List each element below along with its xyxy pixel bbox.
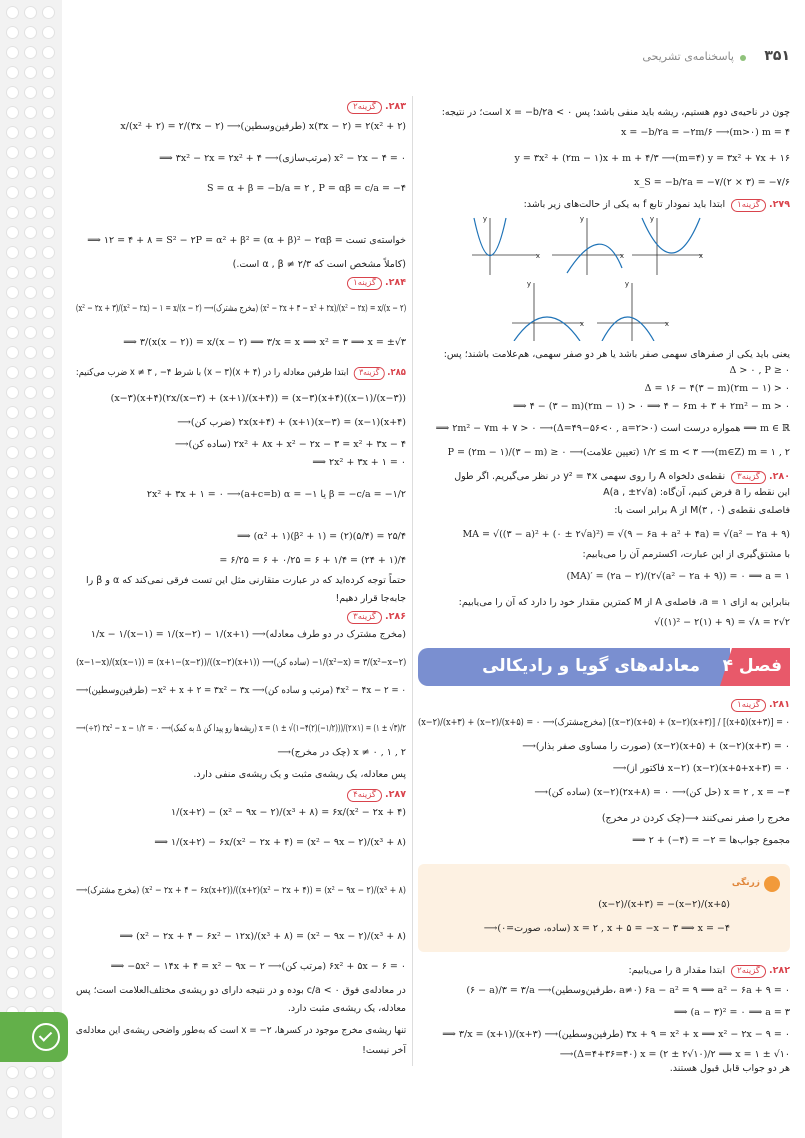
equation: ⟹ ۳/x = (x+۱)/(x+۳) ⟶(طرفین‌وسطین) ۳x + ۹ = x² + x ⟹ x² − ۲x − ۹ = ۰ xyxy=(442,1029,790,1040)
axis-label-x: x xyxy=(698,252,703,260)
axis-label-y: y xyxy=(526,280,531,288)
equation: (x−۳)(x+۴)(۲x/(x−۳) + (x+۱)/(x+۴)) = (x−۳)(x+۴)((x−۱)/(x−۳)) xyxy=(110,393,406,404)
text-line: معادله، یک ریشه‌ی مثبت دارد. xyxy=(287,1003,406,1014)
equation: y = ۳x² + (۲m − ۱)x + m + ۴/۳ ⟶(m=۴) y = ۳x² + ۷x + ۱۶ xyxy=(514,153,790,164)
margin-dot xyxy=(42,506,55,519)
margin-dot xyxy=(42,466,55,479)
margin-dot xyxy=(6,86,19,99)
answer-badge: گزینه۱ xyxy=(347,277,382,290)
equation: (x−۱−x)/(x(x−۱)) = (x+۱−(x−۲))/((x−۲)(x+۱)) ⟶(ساده کن) −۱/(x²−x) = ۳/(x²−x−۲) xyxy=(75,657,406,668)
margin-dot xyxy=(42,866,55,879)
equation: ⟶(ساده، صورت=۰) x = ۲ , x + ۵ = −x − ۳ ⟹ x = −۴ xyxy=(483,923,730,934)
answer-badge: گزینه۴ xyxy=(347,789,382,802)
margin-dot xyxy=(6,186,19,199)
question-number: ۲۸۳. xyxy=(384,101,406,112)
margin-dot xyxy=(24,26,37,39)
answer-badge: گزینه۳ xyxy=(347,611,382,624)
margin-dot xyxy=(42,906,55,919)
margin-dot xyxy=(6,266,19,279)
margin-dot xyxy=(42,6,55,19)
margin-dot xyxy=(6,446,19,459)
margin-dot xyxy=(42,706,55,719)
margin-dot xyxy=(42,46,55,59)
question-number: ۲۸۰. xyxy=(768,471,790,482)
margin-dot xyxy=(42,626,55,639)
equation: ⟶(ساده کن) ۲x² + ۸x + x² − ۲x − ۳ = x² + ۳x − ۴ xyxy=(174,439,406,450)
margin-dot xyxy=(6,766,19,779)
margin-dot xyxy=(6,286,19,299)
margin-dot xyxy=(24,966,37,979)
text-line: پس معادله، یک ریشه‌ی مثبت و یک ریشه‌ی منفی دارد. xyxy=(193,769,406,780)
margin-dot xyxy=(24,146,37,159)
margin-dot xyxy=(24,766,37,779)
margin-dot xyxy=(24,186,37,199)
text-line: آخر نیست! xyxy=(362,1045,406,1056)
tip-box xyxy=(418,864,790,952)
column-divider xyxy=(412,96,413,1066)
question-284 xyxy=(344,276,406,290)
margin-dot xyxy=(24,926,37,939)
margin-dot xyxy=(6,906,19,919)
question-286 xyxy=(344,610,406,624)
text-line: تنها ریشه‌ی مخرج موجود در کسرها، x = −۲ است که به‌طور واضحی ریشه‌ی این معادله‌ی xyxy=(75,1025,406,1036)
equation: (x² − ۲x + ۳)/(x² − ۲x) − ۱ = x/(x − ۲) ⟶(مخرج مشترک) (x² − ۲x + ۳ − x² + ۲x)/(x² − ۲x) = x/(x − ۲) xyxy=(75,303,406,314)
answer-badge: گزینه۲ xyxy=(347,101,382,114)
equation: ⟹ ۲x² + ۳x + ۱ = ۰ xyxy=(312,457,406,468)
page-header xyxy=(70,48,790,76)
check-tab[interactable] xyxy=(0,1012,68,1062)
margin-dot xyxy=(24,646,37,659)
question-number: ۲۸۶. xyxy=(384,611,406,622)
margin-dot xyxy=(42,406,55,419)
text-line: یعنی باید یکی از صفرهای سهمی صفر باشد یا هر دو صفر سهمی، هم‌علامت باشند؛ پس: xyxy=(443,349,790,360)
equation: (x−۲)/(x+۳) + (x−۲)/(x+۵) = ۰ ⟶(مخرج‌مشترک) [(x−۲)(x+۵) + (x−۲)(x+۳)] / [(x+۵)(x+۳)] = ۰ xyxy=(418,717,790,728)
tip-label: زرنگی xyxy=(731,878,760,888)
margin-dot xyxy=(42,986,55,999)
margin-dot xyxy=(42,226,55,239)
chapter-number: فصل ۴ xyxy=(722,656,782,676)
margin-dot xyxy=(24,1106,37,1119)
margin-dot xyxy=(42,686,55,699)
margin-dot xyxy=(6,46,19,59)
margin-dot xyxy=(42,346,55,359)
equation: ⟹ (α² + ۱)(β² + ۱) = (۲)(۵/۴) = ۲۵/۴ xyxy=(236,531,406,542)
margin-dot xyxy=(42,1106,55,1119)
axis-label-y: y xyxy=(624,280,629,288)
axis-label-x: x xyxy=(579,320,584,328)
margin-dot xyxy=(42,206,55,219)
margin-dot xyxy=(24,786,37,799)
equation: P = (۲m − ۱)/(۳ − m) ≥ ۰ ⟶(تعیین علامت) ۱/۲ ≤ m < ۳ ⟶(m∈Z) m = ۱ , ۲ xyxy=(447,447,790,458)
question-287 xyxy=(344,788,406,802)
question-281 xyxy=(728,698,790,712)
margin-dot xyxy=(24,886,37,899)
axis-label-x: x xyxy=(664,320,669,328)
margin-dot xyxy=(6,486,19,499)
equation: ⟶(ساده کن) (x−۲)(۲x+۸) = ۰ ⟶(حل کن) x = ۲ , x = −۴ xyxy=(534,787,790,798)
margin-dot xyxy=(24,426,37,439)
equation: ⟶(ضرب کن) ۲x(x+۴) + (x+۱)(x−۳) = (x−۱)(x+۴) xyxy=(177,417,406,428)
margin-dot xyxy=(24,626,37,639)
margin-dot xyxy=(42,246,55,259)
margin-dot xyxy=(6,146,19,159)
axis-label-y: y xyxy=(649,215,654,223)
margin-dot xyxy=(24,126,37,139)
text-line: جابه‌جا قرار دهیم! xyxy=(335,593,406,604)
margin-dot xyxy=(6,686,19,699)
margin-dot xyxy=(6,806,19,819)
margin-dot xyxy=(6,1086,19,1099)
margin-dot xyxy=(6,566,19,579)
margin-dot xyxy=(24,1066,37,1079)
equation: ⟹ ۲m² − ۷m + ۷ > ۰ ⟶(Δ=۴۹−۵۶<۰ , a=۲>۰) همواره درست است ⟹ m ∈ ℝ xyxy=(435,423,790,434)
margin-dot xyxy=(24,446,37,459)
equation: (MA)′ = (۲a − ۲)/(۲√(a² − ۲a + ۹)) = ۰ ⟹ a = ۱ xyxy=(566,571,790,582)
question-282 xyxy=(628,964,790,978)
margin-dot xyxy=(42,366,55,379)
margin-dot xyxy=(24,506,37,519)
axis-label-y: y xyxy=(579,215,584,223)
margin-dot xyxy=(24,846,37,859)
header-dot-icon xyxy=(740,55,746,61)
margin-dot xyxy=(42,666,55,679)
margin-dot xyxy=(24,866,37,879)
margin-dot xyxy=(24,206,37,219)
equation: x_S = −b/۲a = −۷/(۲ × ۳) = −۷/۶ xyxy=(634,177,790,188)
margin-dot xyxy=(42,386,55,399)
margin-dot xyxy=(24,346,37,359)
equation: ⟹ ۲ + (−۴) = −۲ = مجموع جواب‌ها xyxy=(632,835,790,846)
question-number: ۲۸۴. xyxy=(384,277,406,288)
smile-icon xyxy=(764,876,780,892)
margin-dot xyxy=(6,726,19,739)
equation: √((۱)² − ۲(۱) + ۹) = √۸ = ۲√۲ xyxy=(654,617,790,628)
margin-dot xyxy=(6,846,19,859)
margin-dot xyxy=(42,786,55,799)
question-280 xyxy=(454,470,790,484)
equation: ⟹ (a − ۳)² = ۰ ⟹ a = ۳ xyxy=(673,1007,790,1018)
margin-dot xyxy=(24,666,37,679)
margin-dot xyxy=(24,46,37,59)
margin-dot xyxy=(24,326,37,339)
margin-dot xyxy=(6,406,19,419)
answer-badge: گزینه۲ xyxy=(731,965,766,978)
margin-dot xyxy=(6,666,19,679)
margin-dot xyxy=(6,346,19,359)
margin-dot xyxy=(42,486,55,499)
margin-dot xyxy=(42,646,55,659)
margin-dot xyxy=(6,886,19,899)
margin-dot xyxy=(42,306,55,319)
margin-dot xyxy=(6,646,19,659)
margin-dot xyxy=(6,1106,19,1119)
margin-dot xyxy=(6,126,19,139)
margin-dot xyxy=(42,26,55,39)
margin-dot xyxy=(42,746,55,759)
text-line: در معادله‌ی فوق ۰ > c/a بوده و در نتیجه دارای دو ریشه‌ی مختلف‌العلامت است؛ پس xyxy=(76,985,406,996)
text-line: حتماً توجه کرده‌اید که در عبارت متقارنی مثل این تست فرقی نمی‌کند که α و β را xyxy=(86,575,406,586)
margin-dot xyxy=(42,526,55,539)
margin-dot xyxy=(42,566,55,579)
margin-dot xyxy=(6,306,19,319)
margin-dot xyxy=(42,146,55,159)
margin-dot xyxy=(24,746,37,759)
page-number: ۳۵۱ xyxy=(764,48,790,64)
margin-dot xyxy=(24,906,37,919)
axis-label-x: x xyxy=(619,252,624,260)
equation: S = α + β = −b/a = ۲ , P = αβ = c/a = −۴ xyxy=(206,183,406,194)
margin-dot xyxy=(6,826,19,839)
margin-dot xyxy=(24,366,37,379)
question-text: ابتدا مقدار a را می‌یابیم: xyxy=(628,965,726,976)
margin-dot xyxy=(42,766,55,779)
margin-dot xyxy=(6,326,19,339)
margin-dot xyxy=(24,986,37,999)
equation: ۱/x − ۱/(x−۱) = ۱/(x−۲) − ۱/(x+۱) ⟶(مخرج مشترک در دو طرف معادله) xyxy=(90,629,406,640)
margin-dot xyxy=(24,166,37,179)
check-circle-icon xyxy=(32,1023,60,1051)
chapter-title: معادله‌های گویا و رادیکالی xyxy=(482,656,700,676)
equation: ⟹ ۴ − (۳ − m)(۲m − ۱) > ۰ ⟹ ۴ − ۶m + ۳ + ۲m² − m > ۰ xyxy=(513,401,790,412)
question-text: نقطه‌ی دلخواه A را روی سهمی y² = ۴x در نظر می‌گیریم. اگر طول xyxy=(454,471,726,482)
margin-dot xyxy=(24,286,37,299)
margin-dot xyxy=(42,926,55,939)
margin-dot xyxy=(6,106,19,119)
axis-label-x: x xyxy=(535,252,540,260)
equation: ⟹ (x² − ۲x + ۴ − ۶x² − ۱۲x)/(x³ + ۸) = (x² − ۹x − ۲)/(x³ + ۸) xyxy=(119,931,406,942)
equation: ⟶(Δ=۴+۳۶=۴۰) x = (۲ ± ۲√۱۰)/۲ ⟹ x = ۱ ± √۱۰ xyxy=(559,1049,790,1060)
margin-dot xyxy=(6,506,19,519)
question-285 xyxy=(76,366,406,380)
text-line: (کاملاً مشخص است که α , β ≠ ۲/۳ است.) xyxy=(232,259,406,270)
margin-dot xyxy=(42,286,55,299)
margin-dot xyxy=(24,486,37,499)
margin-dot xyxy=(6,966,19,979)
equation: ⟹ −۵x² − ۱۴x + ۴ = x² − ۹x − ۲ ⟶(مرتب کن) ۶x² + ۵x − ۶ = ۰ xyxy=(110,961,406,972)
margin-dot xyxy=(6,426,19,439)
margin-dot xyxy=(6,926,19,939)
text-line: بنابراین به ازای a = ۱، فاصله‌ی A از M کمترین مقدار خود را دارد که آن را می‌یابیم: xyxy=(458,597,790,608)
margin-dot xyxy=(6,626,19,639)
answer-badge: گزینه۳ xyxy=(731,471,766,484)
equation: (x−۲)/(x+۳) = −(x−۲)/(x+۵) xyxy=(598,899,730,910)
equation: ۱/(x+۲) − (x² − ۹x − ۲)/(x³ + ۸) = ۶x/(x² − ۲x + ۴) xyxy=(171,807,406,818)
margin-dot xyxy=(6,1066,19,1079)
margin-dot xyxy=(24,386,37,399)
margin-dot xyxy=(42,426,55,439)
margin-dot xyxy=(6,226,19,239)
margin-dot xyxy=(6,386,19,399)
margin-dot xyxy=(6,606,19,619)
equation: ⟶(مخرج مشترک) (x² − ۲x + ۴ − ۶x(x+۲))/((x+۲)(x² − ۲x + ۴)) = (x² − ۹x − ۲)/(x³ + ۸) xyxy=(76,885,406,896)
margin-dot xyxy=(6,6,19,19)
margin-dot xyxy=(42,846,55,859)
margin-dot xyxy=(6,26,19,39)
margin-dot xyxy=(6,246,19,259)
answer-badge: گزینه۱ xyxy=(731,199,766,212)
margin-dot xyxy=(24,706,37,719)
text-line: چون در ناحیه‌ی دوم هستیم، ریشه باید منفی باشد؛ پس ۰ > x = −b/۲a است؛ در نتیجه: xyxy=(441,107,790,118)
margin-dot xyxy=(6,986,19,999)
margin-dot xyxy=(42,1086,55,1099)
left-column xyxy=(76,96,406,1066)
margin-dot xyxy=(42,946,55,959)
margin-dot xyxy=(24,306,37,319)
axis-label-y: y xyxy=(482,215,487,223)
margin-dot xyxy=(24,106,37,119)
margin-dot xyxy=(24,406,37,419)
question-number: ۲۷۹. xyxy=(768,199,790,210)
margin-dot xyxy=(24,466,37,479)
margin-dot xyxy=(42,1066,55,1079)
margin-dot xyxy=(24,246,37,259)
margin-dot xyxy=(6,706,19,719)
margin-dot xyxy=(6,586,19,599)
equation: ⟹ ۱۲ = ۴ + ۸ = S² − ۲P = α² + β² = (α + β)² − ۲αβ = خواسته‌ی تست xyxy=(87,235,406,246)
margin-dot xyxy=(6,206,19,219)
margin-dot xyxy=(24,86,37,99)
question-number: ۲۸۱. xyxy=(768,699,790,710)
equation: = ۶/۲۵ = ۶ + ۰/۲۵ = ۶ + ۱/۴ = (۲۴ + ۱)/۴ xyxy=(219,555,406,566)
margin-dot xyxy=(24,726,37,739)
margin-dot xyxy=(24,606,37,619)
margin-dot xyxy=(42,886,55,899)
equation: ⟶(÷۲) ۲x² − x − ۱/۲ = ۰ ⟶(به کمک Δ ریشه‌ها رو پیدا کن) x = (۱ ± √(۱−۴(۲)(−۱/۲)))/(۲×۱) = (۱ ± √۳)/۲ xyxy=(76,723,406,734)
margin-dot xyxy=(24,266,37,279)
text-line: با مشتق‌گیری از این عبارت، اکسترمم آن را می‌یابیم: xyxy=(582,549,790,560)
margin-dot xyxy=(42,586,55,599)
equation: ⟶(صورت را مساوی صفر بذار) (x−۲)(x+۵) + (x−۲)(x+۳) = ۰ xyxy=(522,741,790,752)
margin-dot xyxy=(6,466,19,479)
page-margin xyxy=(0,0,62,1138)
margin-dot xyxy=(24,586,37,599)
margin-dot xyxy=(42,166,55,179)
margin-dot xyxy=(42,826,55,839)
equation: ۲x² + ۳x + ۱ = ۰ ⟶(a+c=b) α = −۱ یا β = −c/a = −۱/۲ xyxy=(146,489,406,500)
margin-dot xyxy=(24,546,37,559)
equation: ⟶(طرفین‌وسطین) −x² + x + ۲ = ۳x² − ۳x ⟶(مرتب و ساده کن) ۴x² − ۴x − ۲ = ۰ xyxy=(75,685,406,696)
margin-dot xyxy=(6,366,19,379)
margin-dot xyxy=(24,66,37,79)
equation: ⟶(فاکتور از x−۲) (x−۲)(x+۵+x+۳) = ۰ xyxy=(612,763,790,774)
margin-dot xyxy=(42,546,55,559)
equation: (۶ − a)/۳ = ۳/a ⟶(طرفین‌وسطین، a≠۰) ۶a − a² = ۹ ⟹ a² − ۶a + ۹ = ۰ xyxy=(466,985,790,996)
book-title: پاسخنامه‌ی تشریحی xyxy=(642,50,734,63)
margin-dot xyxy=(42,326,55,339)
text-line: فاصله‌ی نقطه‌ی M(۳ , ۰) از A برابر است با: xyxy=(614,505,790,516)
equation: MA = √((۳ − a)² + (۰ ± ۲√a)²) = √(۹ − ۶a + a² + ۴a) = √(a² − ۲a + ۹) xyxy=(462,529,790,540)
margin-dot xyxy=(42,186,55,199)
parabola-graphs xyxy=(462,213,712,341)
margin-dot xyxy=(24,806,37,819)
margin-dot xyxy=(6,946,19,959)
margin-dot xyxy=(42,66,55,79)
equation: x = −b/۲a = −۲m/۶ ⟶(m>۰) m = ۴ xyxy=(621,127,790,138)
margin-dot xyxy=(42,266,55,279)
margin-dot xyxy=(42,606,55,619)
question-text: ابتدا طرفین معادله را در (x + ۴)(x − ۳) با شرط x ≠ ۳ , −۴ ضرب می‌کنیم: xyxy=(76,367,349,378)
question-283 xyxy=(344,100,406,114)
equation: ⟹ ۳x² − ۲x = ۲x² + ۴ ⟶(مرتب‌سازی) x² − ۲x − ۴ = ۰ xyxy=(159,153,406,164)
right-column xyxy=(418,96,790,1074)
margin-dot xyxy=(42,106,55,119)
margin-dot xyxy=(42,806,55,819)
margin-dot xyxy=(6,786,19,799)
margin-dot xyxy=(6,526,19,539)
equation: Δ > ۰ , P ≥ ۰ xyxy=(729,365,790,376)
equation: Δ = ۱۶ − ۴(۳ − m)(۲m − ۱) > ۰ xyxy=(644,383,790,394)
margin-dot xyxy=(24,226,37,239)
equation: x/(x² + ۲) = ۲/(۳x − ۲) ⟶(طرفین‌وسطین) x(۳x − ۲) = ۲(x² + ۲) xyxy=(120,121,406,132)
margin-dot xyxy=(6,66,19,79)
margin-dot xyxy=(24,566,37,579)
margin-dot xyxy=(42,726,55,739)
margin-dot xyxy=(24,1086,37,1099)
margin-dot xyxy=(6,546,19,559)
equation: ⟹ ۳/(x(x − ۲)) = x/(x − ۲) ⟹ ۳/x = x ⟹ x² = ۳ ⟹ x = ±√۳ xyxy=(123,337,406,348)
text-line: این نقطه را a فرض کنیم، آن‌گاه: A(a , ±۲√a) xyxy=(603,487,790,498)
chapter-banner xyxy=(418,648,790,686)
equation: ⟶(چک در مخرج) x ≠ ۰ , ۱ , ۲ xyxy=(277,747,406,758)
question-number: ۲۸۷. xyxy=(384,789,406,800)
margin-dot xyxy=(24,526,37,539)
question-number: ۲۸۵. xyxy=(387,367,406,378)
question-text: ابتدا باید نمودار تابع f به یکی از حالت‌های زیر باشد: xyxy=(523,199,726,210)
answer-badge: گزینه۱ xyxy=(731,699,766,712)
margin-dot xyxy=(24,686,37,699)
margin-dot xyxy=(24,946,37,959)
margin-dot xyxy=(42,966,55,979)
margin-dot xyxy=(6,166,19,179)
question-279 xyxy=(524,198,790,212)
margin-dot xyxy=(24,6,37,19)
equation: ⟹ ۱/(x+۲) − ۶x/(x² − ۲x + ۴) = (x² − ۹x − ۲)/(x³ + ۸) xyxy=(154,837,406,848)
margin-dot xyxy=(6,866,19,879)
text-line: مخرج را صفر نمی‌کنند ⟶(چک کردن در مخرج) xyxy=(601,813,790,824)
question-number: ۲۸۲. xyxy=(768,965,790,976)
answer-badge: گزینه۳ xyxy=(354,367,385,380)
margin-dot xyxy=(42,446,55,459)
text-line: هر دو جواب قابل قبول هستند. xyxy=(669,1063,790,1074)
margin-dot xyxy=(42,86,55,99)
margin-dot xyxy=(6,746,19,759)
margin-dot xyxy=(24,826,37,839)
margin-dot xyxy=(42,126,55,139)
